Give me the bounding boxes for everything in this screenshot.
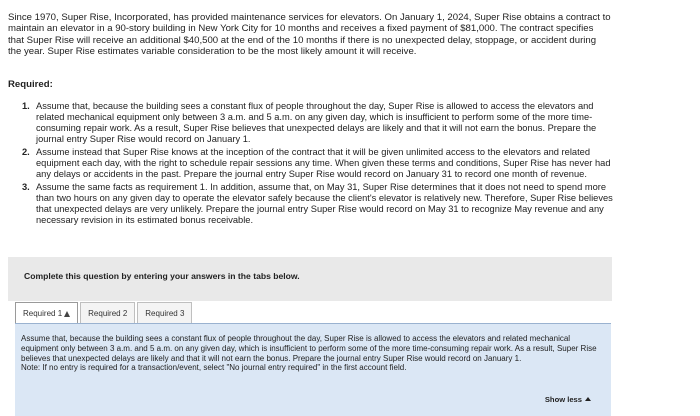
tab-required-2[interactable] — [80, 302, 135, 324]
requirement-text: Assume that, because the building sees a constant flux of people throughout the day, Super Rise is allowed to access the elevators and related mechanical equipment only between 3 a.m. and 5 a.m. on any given day, which is insufficient to perform some of the more time-consuming repair work. As a result, Super Rise believes that unexpected delays are likely and that it will not earn the bonus. Prepare the journal entry Super Rise would record on January 1. — [36, 101, 597, 144]
instruction-text: Complete this question by entering your answers in the tabs below. — [24, 271, 300, 281]
requirement-text: Assume the same facts as requirement 1. In addition, assume that, on May 31, Super Rise determines that it does not need to spend more than two hours on any given day to operate the elevator safely because the client's elevator is relatively new. Therefore, Super Rise believes that unexpected delays are very unlikely. Prepare the journal entry Super Rise would record on May 31 to recognize May revenue and any necessary revision in its estimated bonus receivable. — [36, 182, 613, 225]
problem-intro: Since 1970, Super Rise, Incorporated, has provided maintenance services for elevators. On January 1, 2024, Super Rise obtains a contract to maintain an elevator in a 90-story building in New York City for 10 months and receives a fixed payment of $81,000. The contract specifies that Super Rise will receive an additional $40,500 at the end of the 10 months if there is no unexpected delay, stoppage, or accident during the year. Super Rise estimates variable consideration to be the most likely amount it will receive. — [8, 12, 611, 58]
note-text: Note: If no entry is required for a transaction/event, select "No journal entry required" in the first account field. — [21, 363, 407, 373]
triangle-up-icon — [585, 397, 591, 401]
requirement-number: 2. — [22, 147, 30, 157]
tab-required-3[interactable] — [137, 302, 192, 324]
tab-label: Required 1 — [23, 309, 63, 318]
requirement-item — [22, 101, 622, 145]
show-less-label: Show less — [544, 395, 582, 404]
requirements-list — [22, 101, 622, 228]
requirement-tabs — [15, 302, 194, 324]
requirement-item — [22, 182, 622, 226]
required-heading: Required: — [8, 79, 53, 90]
tab-label: Required 2 — [88, 309, 128, 318]
tab-content-panel — [15, 323, 611, 416]
requirement-number: 3. — [22, 182, 30, 192]
mouse-cursor-icon — [64, 311, 70, 317]
active-requirement-text: Assume that, because the building sees a constant flux of people throughout the day, Super Rise is allowed to access the elevators and related mechanical equipment only between 3 a.m. and 5 a.m. on any given day, which is insufficient to perform some of the more time-consuming repair work. As a result, Super Rise believes that unexpected delays are likely and that it will not earn the bonus. Prepare the journal entry Super Rise would record on January 1. — [21, 334, 597, 363]
tab-required-1[interactable] — [15, 302, 78, 324]
show-less-link[interactable] — [545, 395, 591, 404]
requirement-number: 1. — [22, 101, 30, 111]
instruction-panel — [8, 257, 612, 301]
tab-content-text — [21, 334, 607, 373]
requirement-item — [22, 147, 622, 180]
tab-label: Required 3 — [145, 309, 185, 318]
requirement-text: Assume instead that Super Rise knows at the inception of the contract that it will be given unlimited access to the elevators and related equipment each day, with the right to schedule repair sessions any time. When given these terms and conditions, Super Rise has never had any delays or accidents in the past. Prepare the journal entry Super Rise would record on January 31 to record one month of revenue. — [36, 147, 611, 179]
